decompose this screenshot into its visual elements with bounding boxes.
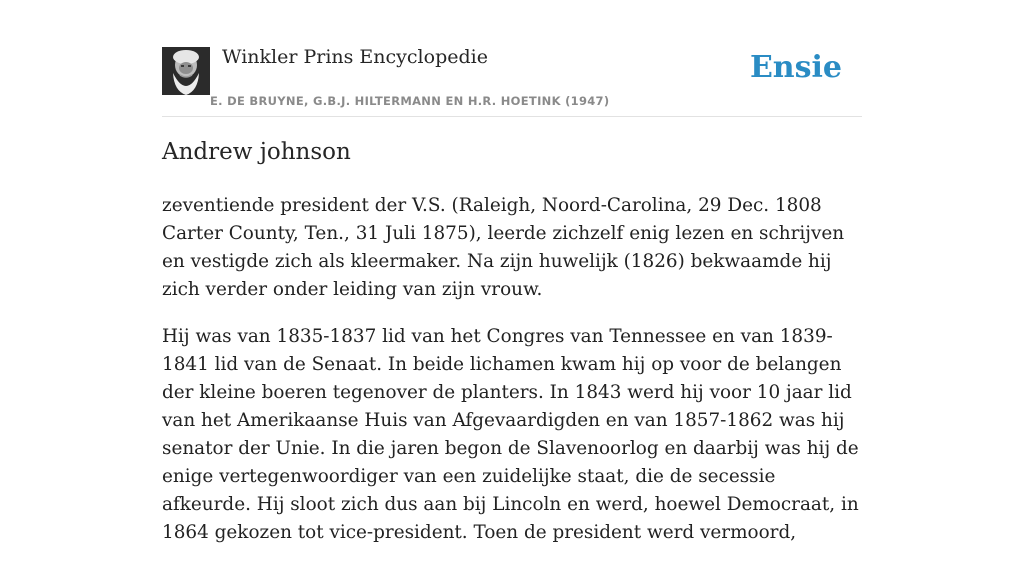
article-paragraph: Hij was van 1835-1837 lid van het Congres van Tennessee en van 1839-1841 lid van de Senaat. In beide lichamen kwam hij op voor de belangen der kleine boeren tegenover de planters. In 1843 werd hij voor 10 jaar lid van het Amerikaanse Huis van Afgevaardigden en van 1857-1862 was hij senator der Unie. In die jaren begon de Slavenoorlog en daarbij was hij de enige vertegenwoordiger van een zuidelijke staat, die de secessie afkeurde. Hij sloot zich dus aan bij Lincoln en werd, hoewel Democraat, in 1864 gekozen tot vice-president. Toen de president werd vermoord,	[162, 326, 859, 543]
article-title: Andrew johnson	[162, 139, 351, 165]
article-body	[162, 192, 862, 566]
page-container	[162, 0, 862, 543]
ensie-logo-link[interactable]: Ensie	[749, 50, 842, 85]
source-authors: E. DE BRUYNE, G.B.J. HILTERMANN EN H.R. HOETINK (1947)	[210, 94, 610, 108]
bearded-man-portrait-icon	[162, 47, 210, 95]
article-paragraph: zeventiende president der V.S. (Raleigh, Noord-Carolina, 29 Dec. 1808 Carter County, Ten., 31 Juli 1875), leerde zichzelf enig lezen en schrijven en vestigde zich als kleermaker. Na zijn huwelijk (1826) bekwaamde hij zich verder onder leiding van zijn vrouw.	[162, 195, 845, 300]
source-title[interactable]: Winkler Prins Encyclopedie	[222, 46, 488, 68]
source-header	[162, 0, 862, 117]
author-avatar[interactable]	[162, 47, 210, 95]
